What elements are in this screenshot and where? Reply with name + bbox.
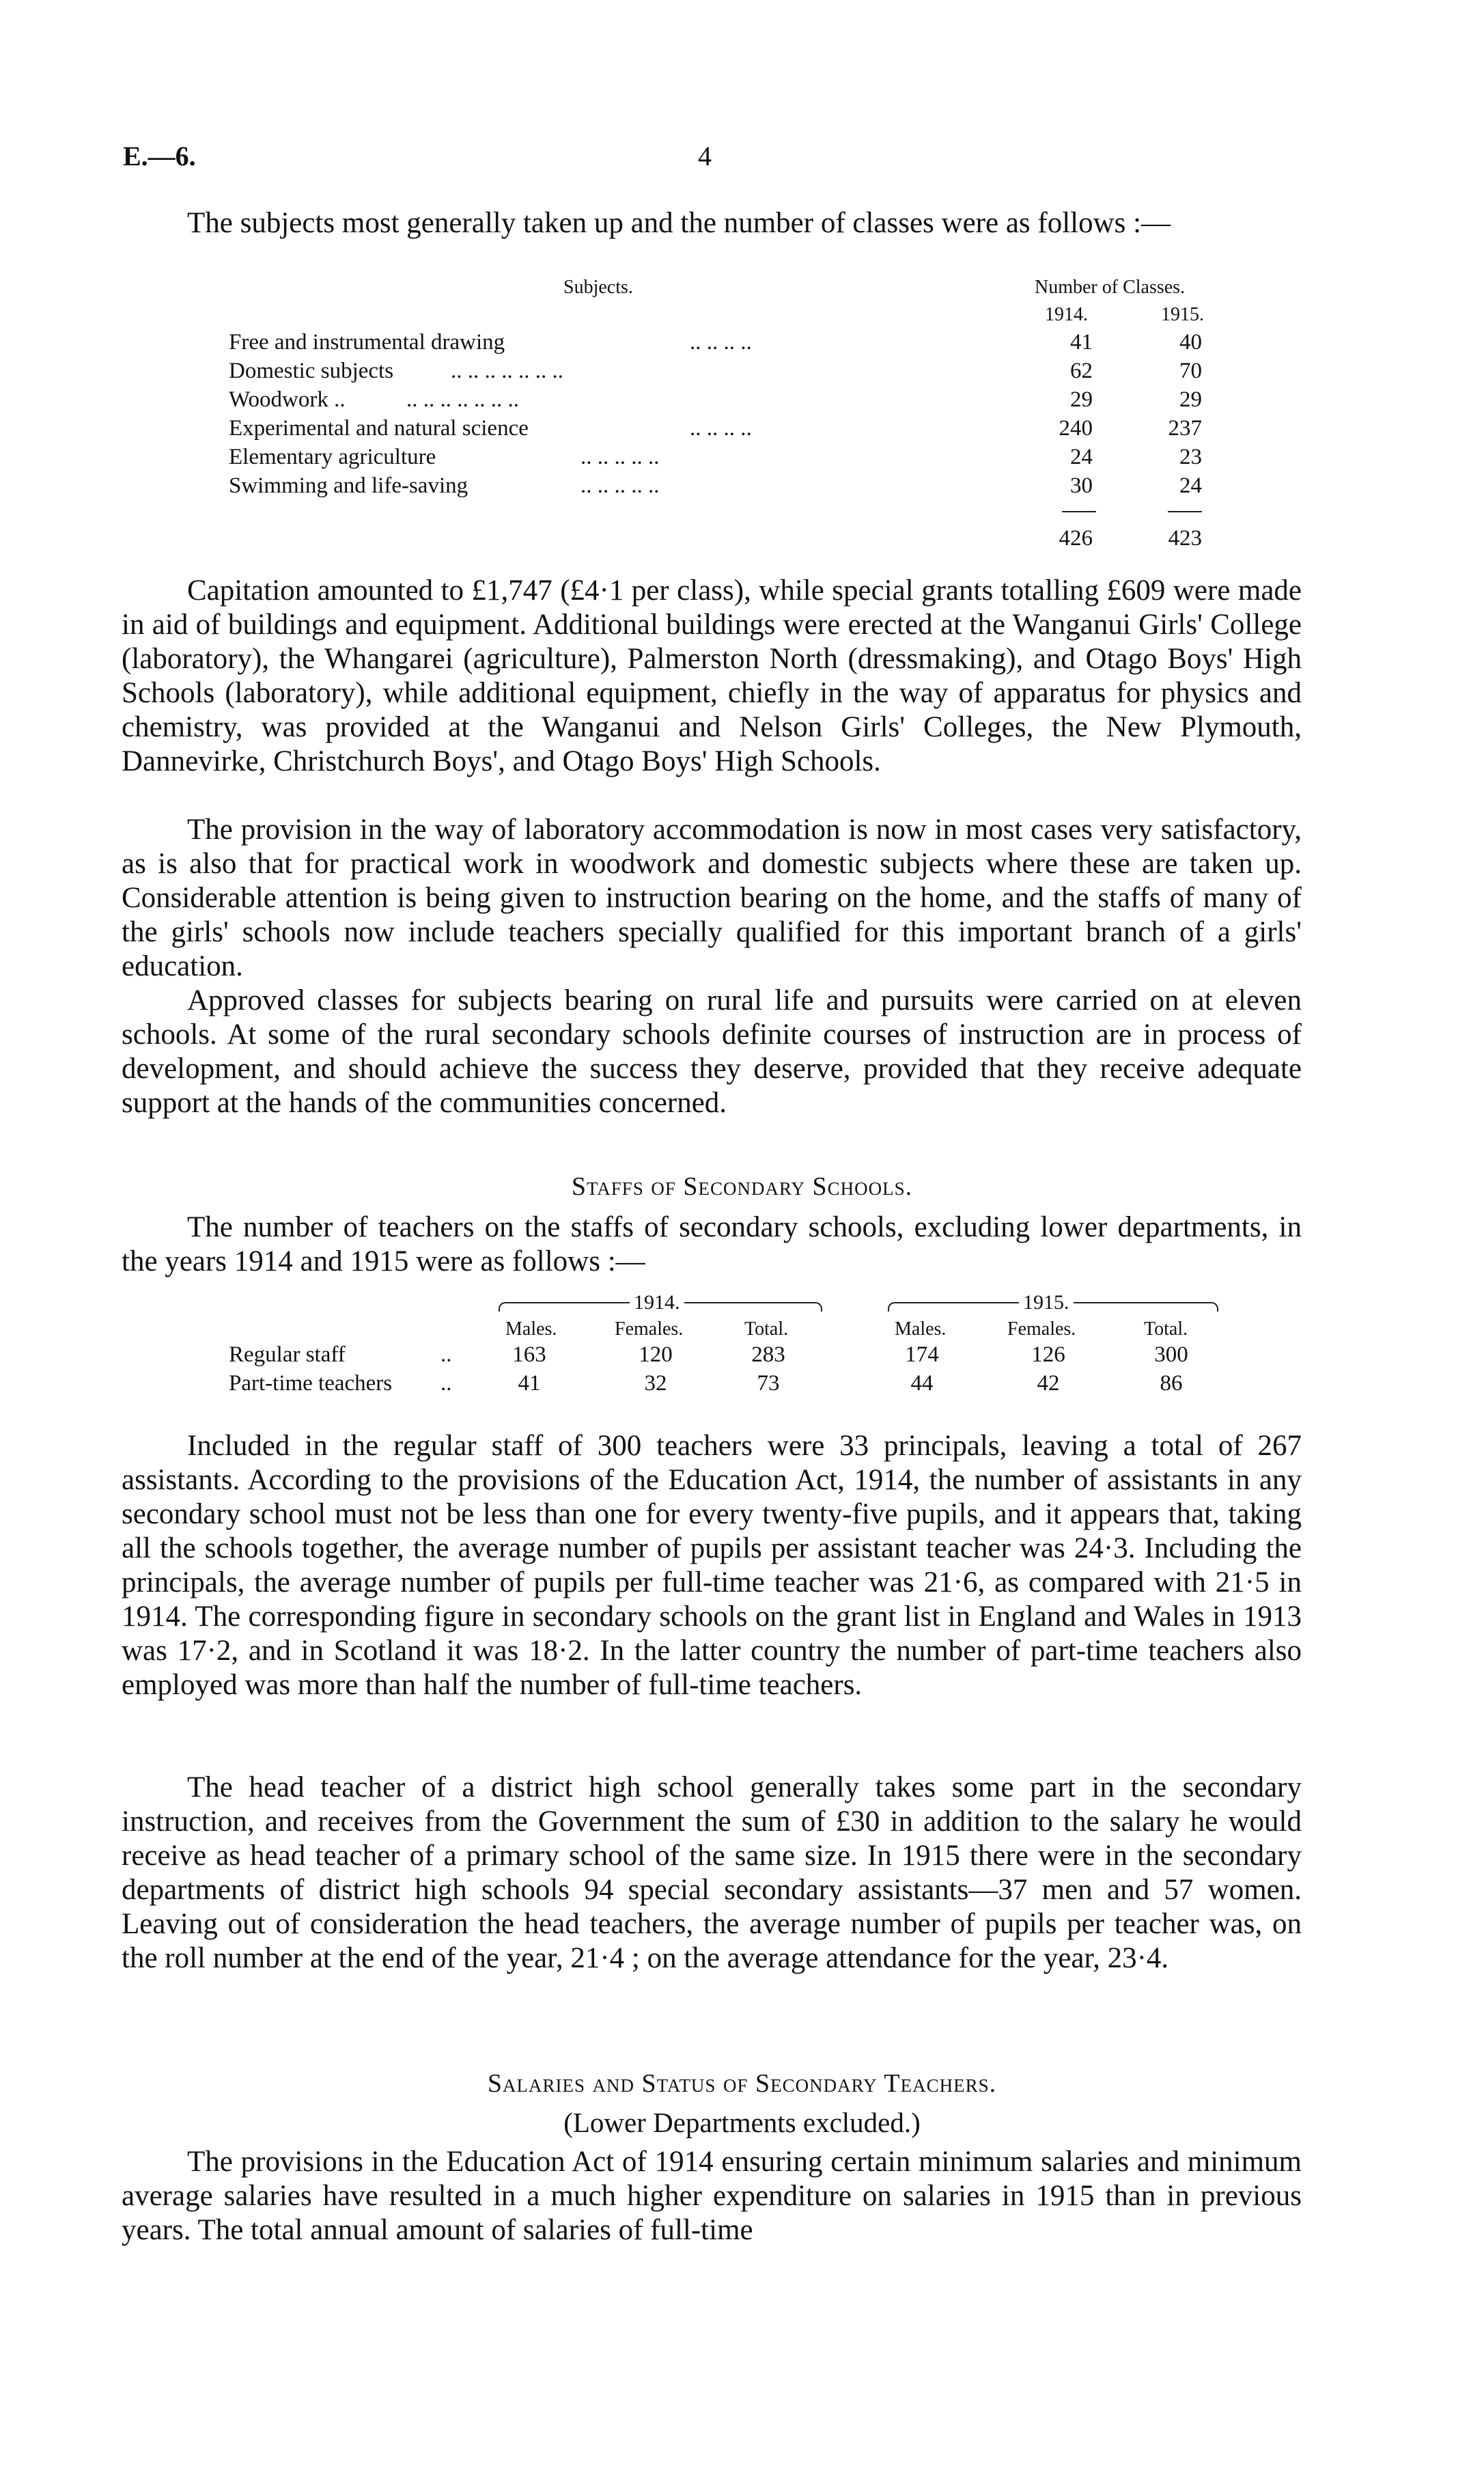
females-header-1914: Females. — [615, 1318, 684, 1340]
intro-paragraph: The subjects most generally taken up and the number of classes were as follows :— — [187, 207, 1171, 239]
females-1914: 32 — [644, 1371, 667, 1396]
subject-name: Woodwork .. — [229, 387, 346, 412]
value-1915: 24 — [1179, 473, 1202, 498]
subject-name: Elementary agriculture — [229, 445, 436, 469]
value-1914: 41 — [1070, 330, 1093, 355]
leader-dots: .. — [440, 1342, 452, 1367]
total-rule — [1168, 511, 1202, 512]
total-1915: 86 — [1160, 1371, 1183, 1396]
year-1914-label: 1914. — [630, 1291, 684, 1314]
value-1915: 29 — [1179, 387, 1202, 412]
classes-column-header: Number of Classes. — [1035, 277, 1186, 298]
males-header-1914: Males. — [505, 1318, 557, 1340]
males-1914: 41 — [518, 1371, 541, 1396]
total-1914: 426 — [1059, 526, 1093, 551]
females-1914: 120 — [639, 1342, 673, 1367]
year-1914-header: 1914. — [1045, 304, 1088, 325]
females-1915: 42 — [1037, 1371, 1060, 1396]
page-number: 4 — [698, 141, 712, 171]
year-1915-header: 1915. — [1161, 304, 1204, 325]
leader-dots: .. .. .. .. .. .. .. — [451, 359, 563, 383]
capitation-paragraph: Capitation amounted to £1,747 (£4·1 per class), while special grants totalling £609 were made in aid of buildings and equipment. Additional buildings were erected at the Wanganui Girls' College (laboratory), the Whangarei (agriculture), Palmerston North (dressmaking), and Otago Boys' High Schools (laboratory), while additional equipment, chiefly in the way of apparatus for physics and chemistry, was provided at the Wanganui and Nelson Girls' Colleges, the New Plymouth, Dannevirke, Christchurch Boys', and Otago Boys' High Schools. — [122, 575, 1302, 777]
males-header-1915: Males. — [895, 1318, 947, 1340]
total-header-1914: Total. — [744, 1318, 789, 1340]
value-1915: 40 — [1179, 330, 1202, 355]
subject-name: Swimming and life-saving — [229, 473, 468, 498]
total-1915: 300 — [1154, 1342, 1188, 1367]
value-1914: 62 — [1070, 359, 1093, 383]
total-1914: 73 — [757, 1371, 780, 1396]
males-1914: 163 — [512, 1342, 546, 1367]
head-teacher-paragraph: The head teacher of a district high school generally takes some part in the secondary instruction, and receives from the Government the sum of £30 in addition to the salary he would receive as head teacher of a primary school of the same size. In 1915 there were in the secondary departments of district high schools 94 special secondary assistants—37 men and 57 women. Leaving out of consideration the head teachers, the average number of pupils per teacher was, on the roll number at the end of the year, 21·4 ; on the average attendance for the year, 23·4. — [122, 1771, 1302, 1974]
document-code: E.—6. — [123, 141, 196, 171]
total-1915: 423 — [1168, 526, 1202, 551]
regular-staff-paragraph: Included in the regular staff of 300 teachers were 33 principals, leaving a total of 267 assistants. According to the provisions of the Education Act, 1914, the number of assistants in any secondary school must not be less than one for every twenty-five pupils, and it appears that, taking all the schools together, the average number of pupils per assistant teacher was 24·3. Including the principals, the average number of pupils per full-time teacher was 21·6, as compared with 21·5 in 1914. The corresponding figure in secondary schools on the grant list in England and Wales in 1913 was 17·2, and in Scotland it was 18·2. In the latter country the number of part-time teachers also employed was more than half the number of full-time teachers. — [122, 1430, 1302, 1701]
staff-label: Part-time teachers — [229, 1371, 393, 1396]
subject-name: Free and instrumental drawing — [229, 330, 505, 355]
subject-name: Domestic subjects — [229, 359, 394, 383]
value-1914: 30 — [1070, 473, 1093, 498]
leader-dots: .. — [440, 1371, 452, 1396]
females-header-1915: Females. — [1007, 1318, 1076, 1340]
males-1915: 44 — [910, 1371, 934, 1396]
leader-dots: .. .. .. .. .. — [580, 473, 660, 498]
value-1915: 237 — [1168, 416, 1202, 441]
total-1914: 283 — [751, 1342, 785, 1367]
value-1915: 70 — [1179, 359, 1202, 383]
females-1915: 126 — [1031, 1342, 1065, 1367]
section-heading-staffs: Staffs of Secondary Schools. — [571, 1172, 913, 1201]
section-subheading: (Lower Departments excluded.) — [563, 2107, 921, 2138]
value-1914: 240 — [1059, 416, 1093, 441]
subject-name: Experimental and natural science — [229, 416, 529, 441]
males-1915: 174 — [905, 1342, 939, 1367]
approved-classes-paragraph: Approved classes for subjects bearing on rural life and pursuits were carried on at eleven schools. At some of the rural secondary schools definite courses of instruction are in process of development, and should achieve the success they deserve, provided that they receive adequate support at the hands of the communities concerned. — [122, 984, 1302, 1119]
total-header-1915: Total. — [1144, 1318, 1188, 1340]
value-1915: 23 — [1179, 445, 1202, 469]
staff-label: Regular staff — [229, 1342, 346, 1367]
value-1914: 24 — [1070, 445, 1093, 469]
total-rule — [1062, 511, 1096, 512]
leader-dots: .. .. .. .. — [690, 330, 752, 355]
section-heading-salaries: Salaries and Status of Secondary Teachers. — [487, 2069, 997, 2098]
leader-dots: .. .. .. .. — [690, 416, 752, 441]
value-1914: 29 — [1070, 387, 1093, 412]
subjects-column-header: Subjects. — [563, 277, 633, 298]
year-1915-label: 1915. — [1019, 1291, 1074, 1314]
provision-paragraph: The provision in the way of laboratory accommodation is now in most cases very satisfactory, as is also that for practical work in woodwork and domestic subjects where these are taken up. Considerable attention is being given to instruction bearing on the home, and the staffs of many of the girls' schools now include teachers specially qualified for this important branch of a girls' education. — [122, 814, 1302, 982]
leader-dots: .. .. .. .. .. .. .. — [406, 387, 519, 412]
staffs-intro-paragraph: The number of teachers on the staffs of secondary schools, excluding lower departments, in the years 1914 and 1915 were as follows :— — [122, 1211, 1302, 1277]
provisions-paragraph: The provisions in the Education Act of 1914 ensuring certain minimum salaries and minimum average salaries have resulted in a much higher expenditure on salaries in 1915 than in previous years. The total annual amount of salaries of full-time — [122, 2146, 1302, 2246]
leader-dots: .. .. .. .. .. — [580, 445, 660, 469]
